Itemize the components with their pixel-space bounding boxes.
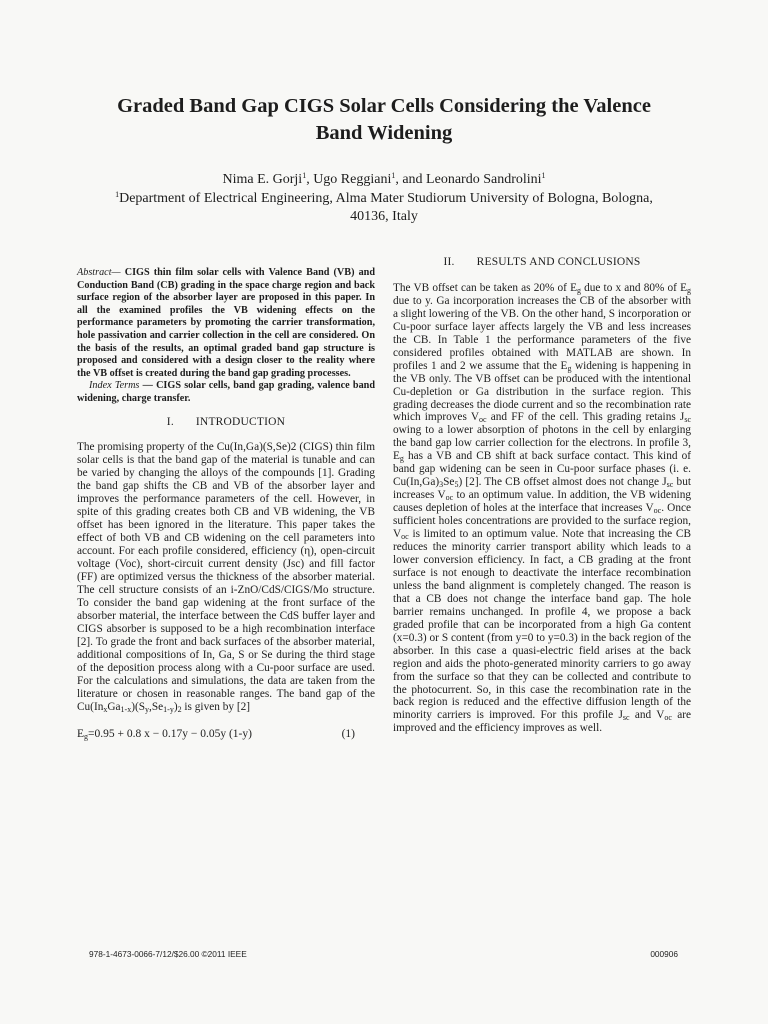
section-2-title: RESULTS AND CONCLUSIONS xyxy=(476,256,641,268)
results-text-12: . Once sufficient holes concentrations are provided to the surface region, V xyxy=(393,502,692,541)
equation-rhs: =0.95 + 0.8 x − 0.17y − 0.05y (1-y) xyxy=(88,727,252,740)
results-text-07: has a VB and CB shift at back surface contact. This kind of band gap widening can be seen in Cu-poor surface phases (i. e. Cu(In,Ga) xyxy=(393,450,691,489)
abstract xyxy=(77,267,375,380)
affiliation xyxy=(80,190,688,226)
author-3-affil: 1 xyxy=(541,171,546,180)
results-text-04: widening is happening in the VB only. The VB offset can be produced with the intentional Cu-depletion or Ga distribution in the surface region. This grading decreases the diode current and so the recombination rate which improves V xyxy=(393,359,691,424)
results-sub-11: oc xyxy=(653,506,662,516)
intro-text-c: )(S xyxy=(131,700,146,713)
affiliation-line-2: 40136, Italy xyxy=(350,209,418,224)
section-1-heading xyxy=(77,416,375,429)
title-line-2: Band Widening xyxy=(315,122,453,144)
equation-e: E xyxy=(77,727,85,740)
equation-sub-g: g xyxy=(84,731,89,741)
results-sub-05: sc xyxy=(684,415,691,425)
index-terms-text: — CIGS solar cells, band gap grading, valence band widening, charge transfer. xyxy=(77,380,375,404)
index-terms xyxy=(77,380,375,405)
right-column xyxy=(393,256,691,735)
results-text-06: owing to a lower absorption of photons in the cell by enlarging the band gap low carrier collection for the electrons. In profile 3, E xyxy=(393,424,691,463)
index-terms-label: Index Terms xyxy=(89,380,140,392)
results-sub-04: oc xyxy=(478,415,487,425)
author-1-affil: 1 xyxy=(302,171,307,180)
results-text-14: and V xyxy=(629,709,665,722)
footer-copyright: 978-1-4673-0066-7/12/$26.00 ©2011 IEEE xyxy=(89,949,247,959)
results-text-09: ) [2]. The CB offset almost does not change J xyxy=(458,476,667,489)
intro-paragraph xyxy=(77,441,375,713)
section-2-heading xyxy=(393,256,691,269)
results-sub-12: oc xyxy=(401,532,409,542)
section-2-number: II. xyxy=(443,256,455,268)
section-1-title: INTRODUCTION xyxy=(195,415,286,428)
results-sub-07: 3 xyxy=(439,480,444,490)
intro-sub-se: 1-y xyxy=(163,704,174,714)
abstract-dash: — xyxy=(111,267,125,278)
results-sub-14: oc xyxy=(664,713,672,723)
results-text-05: and FF of the cell. This grading retains J xyxy=(486,411,685,424)
intro-text-b: Ga xyxy=(107,700,121,713)
results-text-03: due to y. Ga incorporation increases the CB of the absorber with a slight lowering of the VB. On the other hand, S incorporation or Cu-poor surface layer affects largely the VB and less increases the CB. In Table 1 the performance parameters of the five considered profiles obtained with MATLAB are shown. In profiles 1 and 2 we assume that the E xyxy=(393,294,691,372)
results-text-10: but increases V xyxy=(393,476,691,502)
results-sub-08: 5 xyxy=(454,480,459,490)
paper-title xyxy=(70,93,698,147)
results-text-11: to an optimum value. In addition, the VB widening causes depletion of holes at the interface that increases V xyxy=(393,489,691,515)
intro-text-a: The promising property of the Cu(In,Ga)(S,Se)2 (CIGS) thin film solar cells is that the band gap of the material is tunable and can be varied by changing the alloys of the compounds [1]. Grading the band gap shifts the CB and VB of the absorber layer and improves the performance parameters of the cell. However, in spite of this grading creates both CB and VB widening, the VB offset has been ignored in the literature. This paper takes the effect of both VB and CB widening on the cell parameters into account. For each profile considered, efficiency (η), open-circuit voltage (Voc), short-circuit current density (Jsc) and fill factor (FF) are optimized versus the thickness of the absorber material. The cell structure consists of an i-ZnO/CdS/CIGS/Mo structure. To consider the band gap widening at the front surface of the absorber material, the interface between the CdS buffer layer and CIGS absorber is supposed to be a high recombination interface [2]. To grade the front and back surfaces of the absorber material, additional compositions of In, Ga, S or Se during the third stage of the deposition process along with a Cu-poor surface are used. For the calculations and simulations, the data are taken from the literature or chosen in reasonable ranges. The band gap of the Cu(In xyxy=(77,441,375,713)
intro-text-d: ,Se xyxy=(149,700,164,713)
author-3: , and Leonardo Sandrolini xyxy=(395,172,542,187)
results-sub-09: sc xyxy=(666,480,674,490)
results-sub-03: g xyxy=(567,363,572,373)
equation-body xyxy=(77,728,252,741)
abstract-text: CIGS thin film solar cells with Valence Band (VB) and Conduction Band (CB) grading in the space charge region and back surface region of the absorber layer are proposed in this paper. In all the examined profiles the VB widening effects on the performance parameters by promoting the carrier transformation, hole passivation and carrier collection in the cell are considered. On the basis of the results, an optimal graded band gap structure is proposed and considered with a design closer to the reality where the VB offset is created during the band gap grading processes. xyxy=(77,267,376,379)
affiliation-line-1: Department of Electrical Engineering, Alma Mater Studiorum University of Bologna, Bologna, xyxy=(119,191,653,206)
abstract-label: Abstract xyxy=(77,267,112,278)
intro-sub-two: 2 xyxy=(177,704,182,714)
results-text-01: The VB offset can be taken as 20% of E xyxy=(393,281,577,294)
results-paragraph xyxy=(393,282,691,735)
equation-number: (1) xyxy=(341,727,355,740)
intro-sub-s: y xyxy=(145,704,150,714)
results-sub-13: sc xyxy=(622,713,630,723)
results-sub-02: g xyxy=(686,285,691,295)
results-text-15: are improved and the efficiency improves as well. xyxy=(393,709,691,735)
results-text-08: Se xyxy=(443,476,455,489)
author-2-affil: 1 xyxy=(391,171,396,180)
equation-1 xyxy=(77,728,375,741)
affiliation-mark: 1 xyxy=(115,190,120,199)
footer-page-number: 000906 xyxy=(650,949,678,959)
intro-sub-ga: 1-x xyxy=(120,704,132,714)
results-sub-06: g xyxy=(399,454,404,464)
results-text-02: due to x and 80% of E xyxy=(580,281,687,294)
left-column xyxy=(77,267,375,740)
intro-sub-in: x xyxy=(103,704,108,714)
intro-text-e: ) xyxy=(173,700,178,713)
author-2: , Ugo Reggiani xyxy=(306,172,392,187)
results-sub-10: oc xyxy=(445,493,454,503)
intro-text-f: is given by [2] xyxy=(181,700,250,713)
author-1: Nima E. Gorji xyxy=(222,172,303,187)
section-1-number: I. xyxy=(166,415,174,428)
title-line-1: Graded Band Gap CIGS Solar Cells Considering the Valence xyxy=(117,95,651,117)
results-sub-01: g xyxy=(576,285,581,295)
results-text-13: is limited to an optimum value. Note that increasing the CB reduces the minority carrier transport ability which leads to a lower conversion efficiency. In fact, a CB grading at the front surface is not enough to deactivate the interface recombination unless the band alignment is completely changed. The reason is that a CB does not change the interface band gap. The hole barrier remains unchanged. In profile 4, we propose a back graded profile that can be incorporated from a high Ga content (x=0.3) or S content (from y=0 to y=0.3) in the back region of the absorber. In this case a quasi-electric field arises at the back region and aids the photo-generated minority carriers to go away from the surface so that they can be collected and contribute to the photocurrent. So, in this case the recombination rate in the back region is reduced and the effective diffusion length of the minority carriers is improved. For this profile J xyxy=(393,528,691,722)
author-list xyxy=(60,171,708,189)
